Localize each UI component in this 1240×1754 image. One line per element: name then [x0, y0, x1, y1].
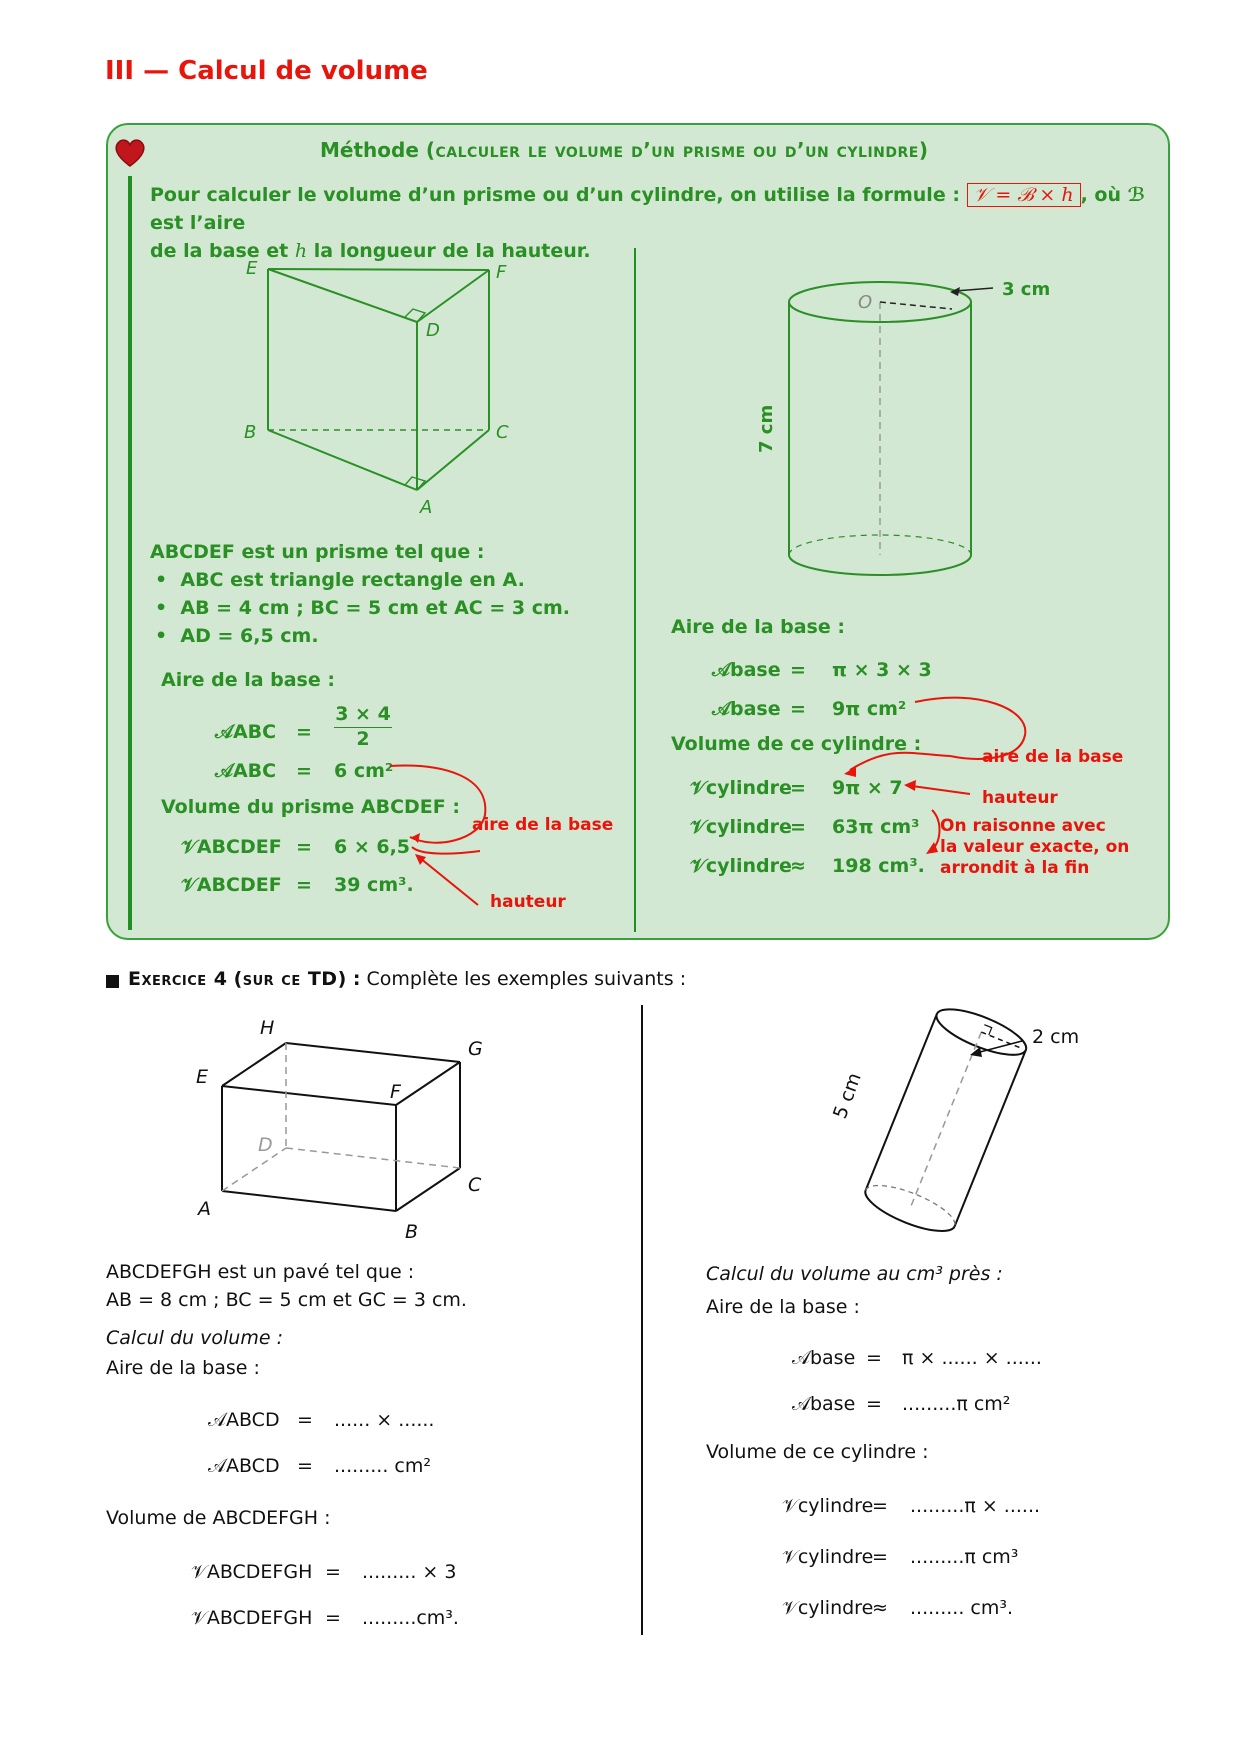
cyl-area-eq-2: =: [790, 698, 806, 720]
method-heading-sub: (calculer le volume d’un prisme ou d’un cylindre): [425, 138, 929, 162]
prism-label-f: F: [496, 262, 507, 283]
cyl-vol-rhs-3: 198 cm³.: [832, 855, 925, 877]
box-area-eq-1: =: [297, 1409, 313, 1431]
prism-vol-lhs-2: 𝒱ABCDEF: [181, 874, 282, 896]
box-area-rhs-2: ......... cm²: [334, 1455, 431, 1477]
box-label-a: A: [198, 1198, 211, 1220]
method-divider: [634, 248, 636, 932]
prism-bullet-3-text: AD = 6,5 cm.: [180, 625, 319, 647]
box-label-h: H: [260, 1017, 275, 1039]
method-heading-label: Méthode: [320, 138, 419, 162]
tilted-cyl-radius-label: 2 cm: [1032, 1026, 1080, 1048]
box-label-g: G: [468, 1038, 483, 1060]
prism-area-lhs-1: 𝒜ABC: [215, 721, 277, 743]
tilted-cyl-height-label: 5 cm: [829, 1069, 866, 1122]
prism-ann-height: hauteur: [490, 892, 566, 912]
prism-volume-title: Volume du prisme ABCDEF :: [161, 796, 460, 818]
cylinder-volume-title: Volume de ce cylindre :: [671, 733, 922, 755]
exercise-colon: :: [352, 968, 361, 990]
box-vol-lhs-1: 𝒱ABCDEFGH: [191, 1561, 313, 1583]
cyl-vol-lhs-1: 𝒱cylindre: [690, 777, 792, 799]
prism-vol-lhs-1: 𝒱ABCDEF: [181, 836, 282, 858]
cyl-ex-area-rhs-2: .........π cm²: [902, 1393, 1011, 1415]
cyl-vol-rhs-2: 63π cm³: [832, 816, 920, 838]
cylinder-base-title: Aire de la base :: [671, 616, 845, 638]
cyl-area-rhs-1: π × 3 × 3: [832, 659, 932, 681]
cyl-calc-title: Calcul du volume au cm³ près :: [706, 1263, 1003, 1285]
box-area-lhs-1: 𝒜ABCD: [208, 1409, 280, 1431]
box-label-b: B: [405, 1221, 419, 1240]
cylinder-figure: [690, 265, 1070, 585]
intro-line2-a: de la base et: [150, 240, 289, 262]
cyl-area-eq-1: =: [790, 659, 806, 681]
cyl-ex-area-lhs-2: 𝒜base: [792, 1393, 856, 1415]
cyl-ex-vol-lhs-1: 𝒱cylindre: [782, 1495, 874, 1517]
box-calc-title: Calcul du volume :: [106, 1327, 283, 1349]
cyl-vol-lhs-3: 𝒱cylindre: [690, 855, 792, 877]
cyl-ex-vol-eq-2: =: [872, 1546, 888, 1568]
box-base-title: Aire de la base :: [106, 1357, 260, 1379]
prism-bullet-1: • ABC est triangle rectangle en A.: [155, 569, 525, 591]
cylinder-label-o: O: [858, 292, 873, 313]
prism-vol-eq-1: =: [296, 836, 312, 858]
exercise-bullet-square: [106, 975, 119, 988]
cyl-vol-eq-2: =: [790, 816, 806, 838]
box-def-1: ABCDEFGH est un pavé tel que :: [106, 1261, 415, 1283]
heart-icon: [112, 136, 148, 170]
cyl-vol-eq-1: =: [790, 777, 806, 799]
prism-label-d: D: [426, 320, 440, 341]
prism-label-c: C: [496, 422, 509, 443]
cyl-ann-height: hauteur: [982, 788, 1058, 808]
method-left-bar: [128, 176, 132, 930]
cyl-area-rhs-2: 9π cm²: [832, 698, 907, 720]
cyl-ex-vol-lhs-2: 𝒱cylindre: [782, 1546, 874, 1568]
prism-area-eq-2: =: [296, 760, 312, 782]
prism-area-denominator: 2: [334, 727, 392, 750]
cyl-ann-exact: [940, 816, 1129, 879]
exercise-label: Exercice 4: [128, 968, 228, 990]
cyl-vol-rhs-1: 9π × 7: [832, 777, 903, 799]
cyl-ex-vol-rhs-2: .........π cm³: [910, 1546, 1019, 1568]
box-label-d: D: [258, 1134, 273, 1156]
cyl-ann-base: aire de la base: [982, 747, 1124, 767]
prism-vol-eq-2: =: [296, 874, 312, 896]
intro-h: h: [294, 240, 308, 262]
box-vol-eq-2: =: [325, 1607, 341, 1629]
cyl-ex-base-title: Aire de la base :: [706, 1296, 860, 1318]
cyl-ann-exact-3: arrondit à la fin: [940, 858, 1090, 878]
box-volume-title: Volume de ABCDEFGH :: [106, 1507, 331, 1529]
method-heading: [320, 138, 929, 162]
cyl-vol-eq-3: ≈: [790, 855, 806, 877]
prism-bullet-3: • AD = 6,5 cm.: [155, 625, 319, 647]
prism-label-a: A: [420, 497, 433, 518]
prism-vol-rhs-2: 39 cm³.: [334, 874, 414, 896]
cylinder-radius-label: 3 cm: [1002, 279, 1051, 300]
cyl-ex-area-lhs-1: 𝒜base: [792, 1347, 856, 1369]
box-area-rhs-1: ...... × ......: [334, 1409, 435, 1431]
cylinder-height-label: 7 cm: [756, 404, 777, 453]
prism-bullet-1-text: ABC est triangle rectangle en A.: [180, 569, 525, 591]
box-def-2: AB = 8 cm ; BC = 5 cm et GC = 3 cm.: [106, 1289, 467, 1311]
prism-area-eq-1: =: [296, 721, 312, 743]
cyl-ex-volume-title: Volume de ce cylindre :: [706, 1441, 929, 1463]
box-figure: [190, 1010, 510, 1240]
cyl-ex-vol-eq-1: =: [872, 1495, 888, 1517]
intro-text: Pour calculer le volume d’un prisme ou d’un cylindre, on utilise la formule :: [150, 184, 960, 206]
cyl-vol-lhs-2: 𝒱cylindre: [690, 816, 792, 838]
cyl-ann-exact-2: la valeur exacte, on: [940, 837, 1130, 857]
prism-vol-rhs-1: 6 × 6,5: [334, 836, 411, 858]
method-intro: [150, 181, 1170, 265]
box-vol-rhs-2: .........cm³.: [362, 1607, 459, 1629]
cyl-area-lhs-1: 𝒜base: [712, 659, 781, 681]
cyl-area-lhs-2: 𝒜base: [712, 698, 781, 720]
box-vol-lhs-2: 𝒱ABCDEFGH: [191, 1607, 313, 1629]
cyl-ex-area-rhs-1: π × ...... × ......: [902, 1347, 1042, 1369]
prism-label-e: E: [246, 258, 258, 279]
exercise-instruction: Complète les exemples suivants :: [366, 968, 687, 990]
prism-label-b: B: [244, 422, 257, 443]
cyl-ex-vol-rhs-1: .........π × ......: [910, 1495, 1041, 1517]
prism-area-fraction: [334, 703, 392, 750]
cyl-ann-exact-1: On raisonne avec: [940, 816, 1106, 836]
box-label-c: C: [468, 1174, 482, 1196]
cyl-ex-vol-rhs-3: ......... cm³.: [910, 1597, 1014, 1619]
prism-figure: [230, 255, 530, 525]
prism-area-rhs-2: 6 cm²: [334, 760, 394, 782]
box-area-lhs-2: 𝒜ABCD: [208, 1455, 280, 1477]
exercise-divider: [641, 1005, 643, 1635]
cyl-ex-vol-lhs-3: 𝒱cylindre: [782, 1597, 874, 1619]
exercise-header: [128, 968, 686, 990]
prism-area-numerator: 3 × 4: [335, 703, 391, 725]
cyl-ex-vol-eq-3: ≈: [872, 1597, 888, 1619]
box-label-e: E: [196, 1066, 209, 1088]
prism-bullet-2-text: AB = 4 cm ; BC = 5 cm et AC = 3 cm.: [180, 597, 571, 619]
exercise-sub: (sur ce TD): [233, 968, 347, 990]
section-title: III — Calcul de volume: [105, 56, 428, 86]
prism-ann-base: aire de la base: [472, 815, 614, 835]
prism-bullet-2: • AB = 4 cm ; BC = 5 cm et AC = 3 cm.: [155, 597, 571, 619]
prism-area-lhs-2: 𝒜ABC: [215, 760, 277, 782]
box-vol-eq-1: =: [325, 1561, 341, 1583]
box-label-f: F: [390, 1081, 401, 1103]
tilted-cylinder-figure: [800, 1005, 1120, 1255]
prism-def: ABCDEF est un prisme tel que :: [150, 541, 485, 563]
prism-base-title: Aire de la base :: [161, 669, 335, 691]
prism-annotation-arrows: [360, 755, 500, 925]
cyl-ex-area-eq-2: =: [866, 1393, 882, 1415]
box-area-eq-2: =: [297, 1455, 313, 1477]
box-vol-rhs-1: ......... × 3: [362, 1561, 457, 1583]
volume-formula: 𝒱 = ℬ × h: [967, 183, 1081, 207]
intro-after: , où ℬ est l’aire: [150, 184, 1146, 234]
intro-line2-b: la longueur de la hauteur.: [313, 240, 591, 262]
cyl-ex-area-eq-1: =: [866, 1347, 882, 1369]
